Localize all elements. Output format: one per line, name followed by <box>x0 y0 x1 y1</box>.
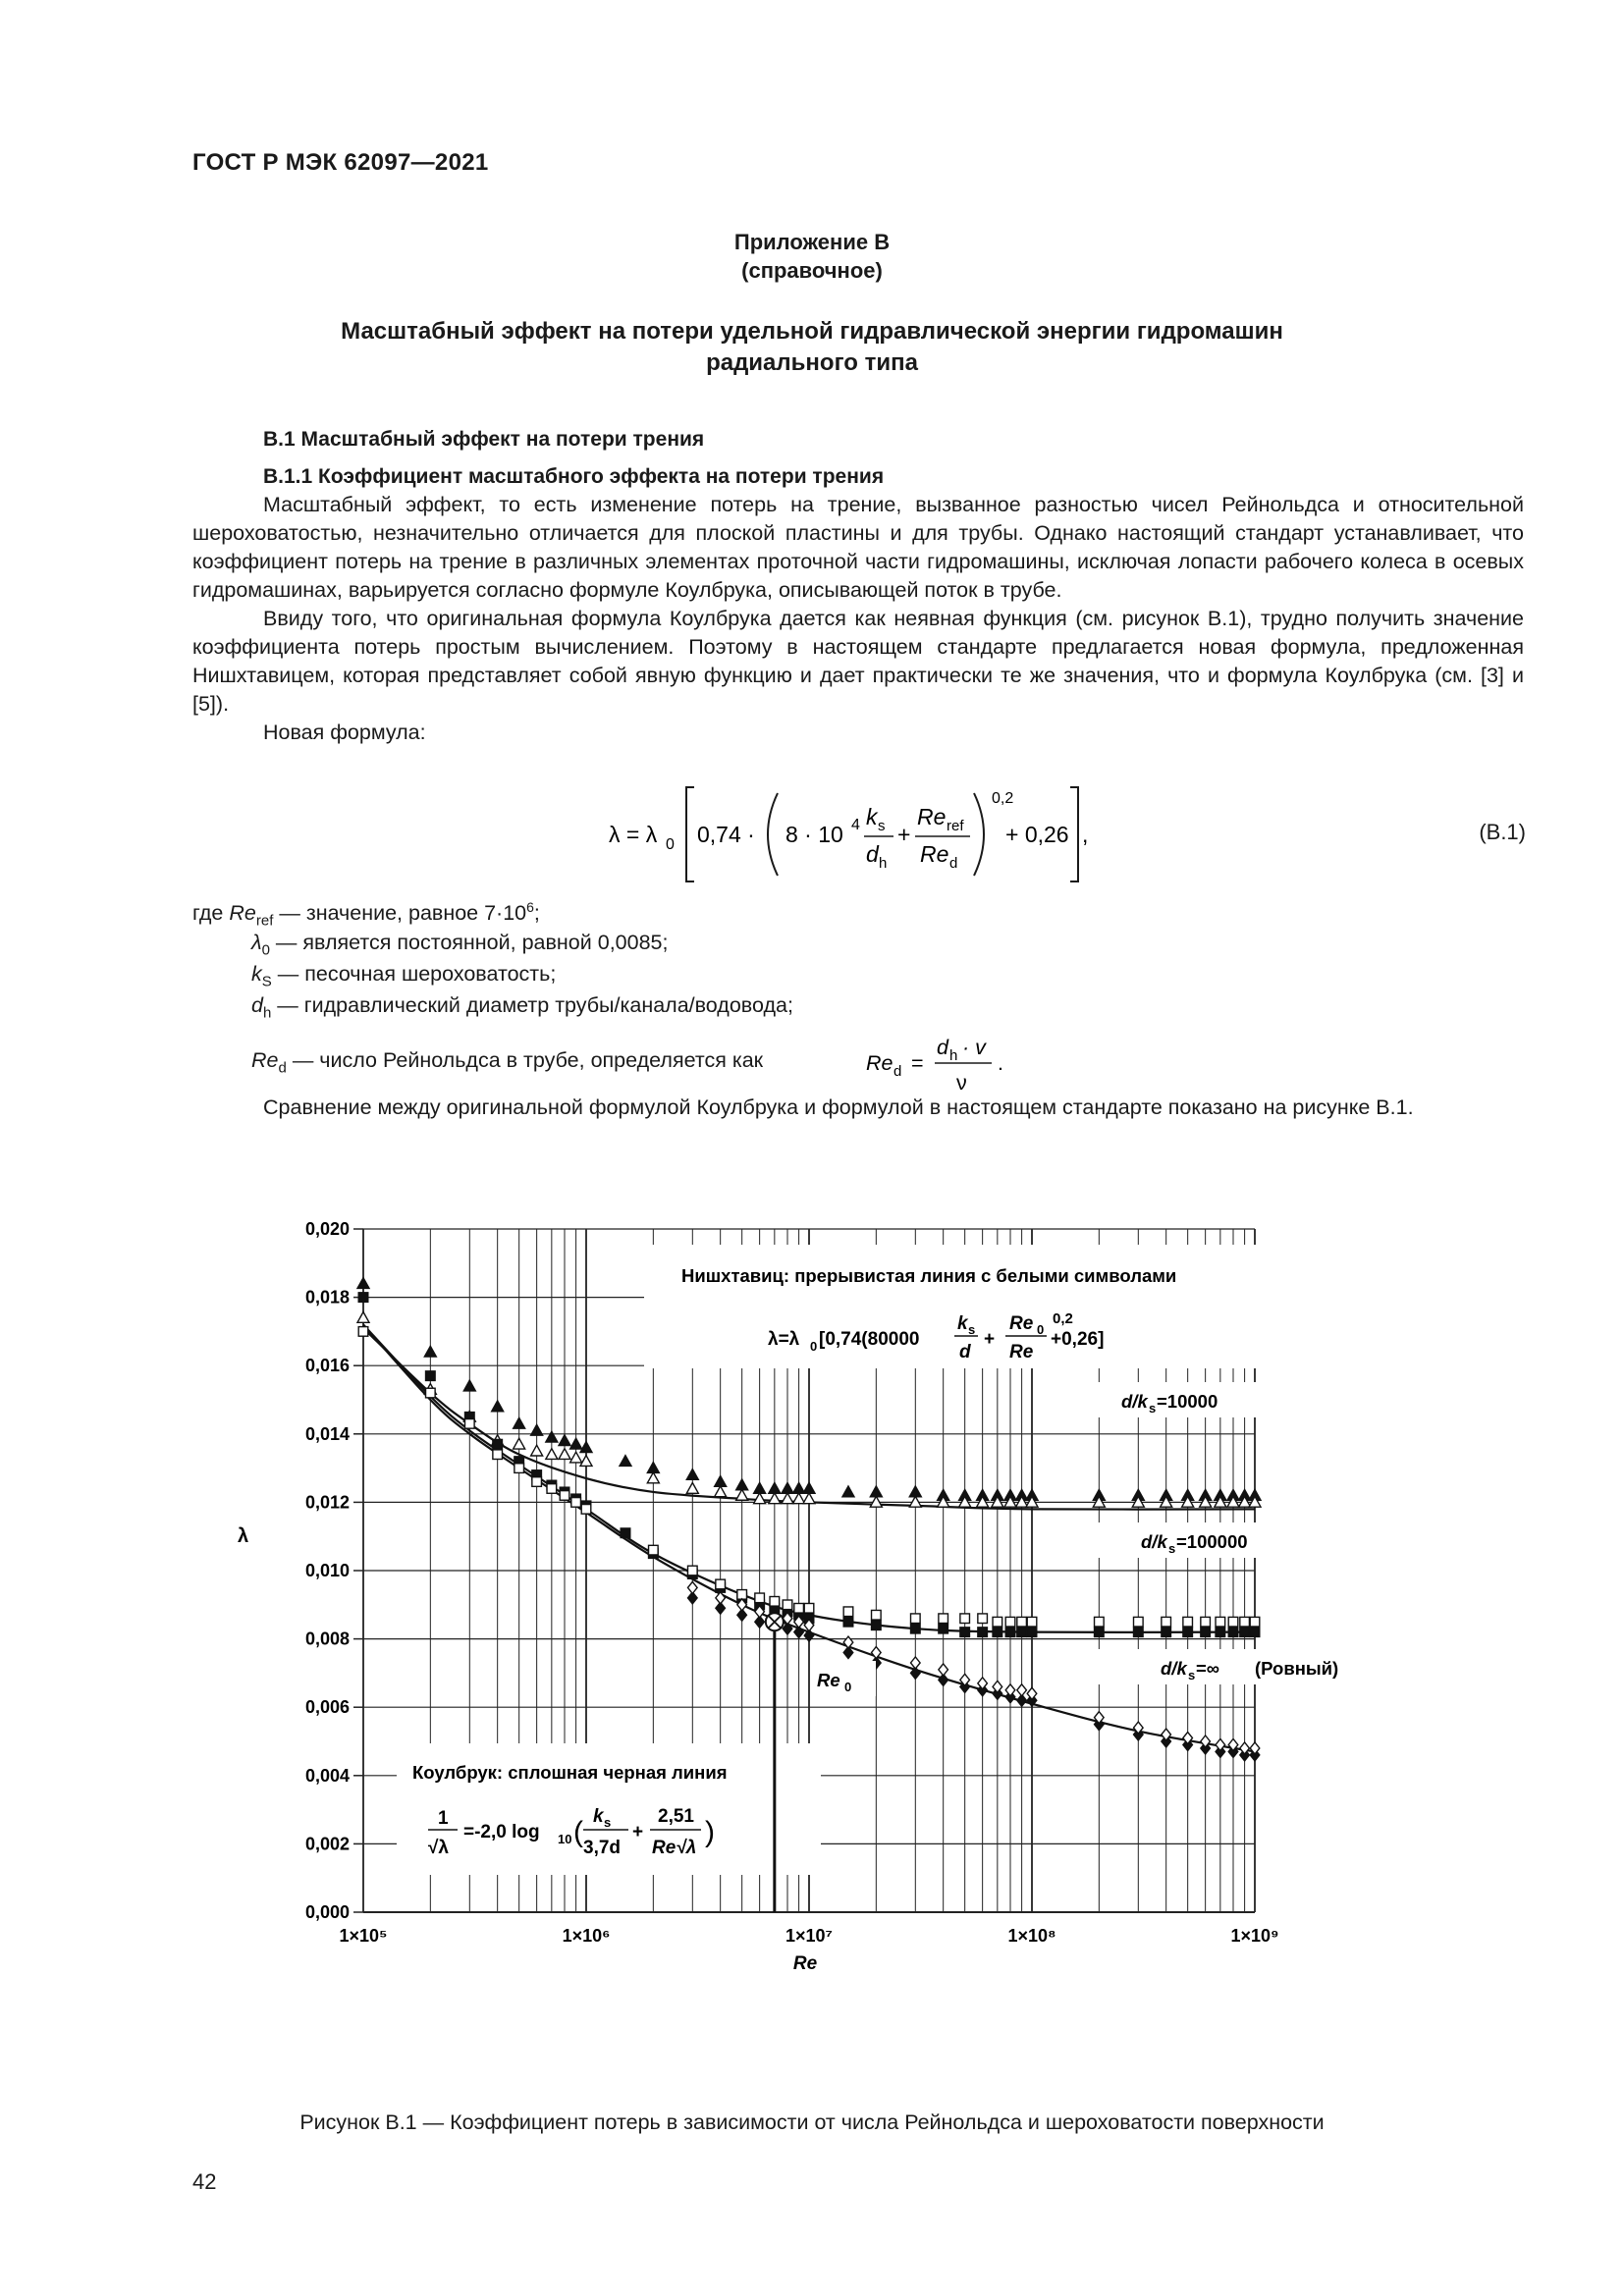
formula-number: (В.1) <box>1479 820 1526 844</box>
formula-plus: + <box>897 822 911 847</box>
data-point <box>1228 1617 1238 1627</box>
data-point <box>426 1388 436 1398</box>
y-tick-label: 0,014 <box>304 1423 350 1444</box>
where-text-3: — песочная шероховатость; <box>277 962 557 986</box>
re0-label-sub: 0 <box>844 1680 852 1694</box>
page-number: 42 <box>192 2169 217 2194</box>
nish-ks-sub: s <box>968 1322 976 1337</box>
formula-coef: 0,74 · <box>697 822 755 847</box>
data-point <box>514 1438 525 1449</box>
label-inf-val: =∞ <box>1196 1658 1219 1679</box>
where-sub-4: h <box>262 1004 272 1022</box>
data-point <box>1183 1617 1193 1627</box>
where-text-2: — является постоянной, равной 0,0085; <box>275 931 669 954</box>
data-point <box>1095 1617 1105 1627</box>
data-point <box>1134 1628 1144 1637</box>
nish-d: d <box>959 1342 971 1362</box>
data-point <box>1201 1628 1211 1637</box>
data-point <box>960 1614 970 1624</box>
y-tick-label: 0,020 <box>304 1219 350 1239</box>
data-point <box>647 1472 659 1483</box>
red-eq: = <box>911 1051 924 1075</box>
data-point <box>715 1486 727 1497</box>
x-axis-label: Re <box>792 1953 818 1974</box>
y-tick-label: 0,002 <box>304 1834 350 1854</box>
y-tick-label: 0,016 <box>304 1356 350 1376</box>
formula-lhs-sub: 0 <box>666 836 675 853</box>
data-point <box>716 1579 726 1589</box>
formula-comma: , <box>1082 822 1089 847</box>
cb-sqrt: √λ <box>428 1838 449 1858</box>
data-point <box>993 1628 1002 1637</box>
annex-title: Приложение В <box>733 230 891 254</box>
where-line-4 <box>251 993 793 1021</box>
nish-title: Нишхтавиц: прерывистая линия с белыми символами <box>681 1265 1177 1286</box>
where-sub-2: 0 <box>261 941 270 959</box>
red-num: d <box>937 1036 948 1059</box>
data-point <box>993 1617 1002 1627</box>
where-text-1: — значение, равное 7·10 <box>279 901 527 926</box>
data-point <box>463 1380 475 1391</box>
data-point <box>570 1438 582 1449</box>
data-point <box>843 1607 853 1617</box>
section-heading-b11: В.1.1 Коэффициент масштабного эффекта на потери трения <box>263 465 885 488</box>
nish-lambda: λ=λ <box>768 1329 800 1350</box>
data-point <box>1216 1617 1225 1627</box>
data-point <box>357 1278 369 1289</box>
data-point <box>1250 1617 1260 1627</box>
y-tick-label: 0,008 <box>304 1629 350 1649</box>
data-point <box>580 1442 592 1453</box>
cb-rparen: ) <box>705 1816 715 1848</box>
data-point <box>570 1452 582 1463</box>
y-axis-label: λ <box>238 1525 249 1548</box>
x-tick-label: 1×10⁷ <box>785 1926 833 1946</box>
x-tick-label: 1×10⁹ <box>1230 1926 1279 1946</box>
where-sym-1: Re <box>229 901 256 926</box>
data-point <box>793 1493 805 1504</box>
data-point <box>794 1603 804 1613</box>
data-point <box>426 1371 436 1381</box>
y-tick-label: 0,010 <box>304 1561 350 1580</box>
where-tail-1: ; <box>533 901 540 926</box>
nish-tail: +0,26] <box>1051 1329 1105 1350</box>
cb-mid: =-2,0 log <box>463 1822 540 1842</box>
data-point <box>1250 1628 1260 1637</box>
data-point <box>358 1293 368 1303</box>
y-tick-label: 0,004 <box>304 1765 350 1786</box>
body-text-block <box>192 491 1524 747</box>
data-point <box>649 1545 659 1555</box>
data-point <box>872 1621 882 1630</box>
left-paren <box>768 793 778 876</box>
data-point <box>686 1482 698 1493</box>
data-point <box>1005 1617 1015 1627</box>
formula-inner-exp: 4 <box>851 817 860 833</box>
red-lhs-sub: d <box>893 1063 902 1080</box>
data-point <box>493 1450 503 1460</box>
data-point <box>911 1614 921 1624</box>
comparison-text-block <box>192 1094 1524 1122</box>
data-point <box>547 1484 557 1494</box>
data-point <box>939 1614 948 1624</box>
label-inf-sub: s <box>1188 1668 1196 1682</box>
x-tick-label: 1×10⁵ <box>339 1926 388 1946</box>
friction-chart <box>216 1205 1453 1991</box>
red-den: ν <box>956 1071 967 1095</box>
data-point <box>492 1401 504 1412</box>
where-intro: где <box>192 901 224 926</box>
label-10000-val: =10000 <box>1157 1391 1218 1412</box>
where-text-5: — число Рейнольдса в трубе, определяется как <box>292 1048 764 1072</box>
red-end: . <box>998 1051 1003 1075</box>
cb-resqrt: Re√λ <box>652 1838 697 1858</box>
data-point <box>1134 1617 1144 1627</box>
y-tick-label: 0,006 <box>304 1697 350 1718</box>
label-10000-dk: d/k <box>1121 1391 1148 1412</box>
where-sym-5: Re <box>251 1048 279 1072</box>
where-sym-3: k <box>251 962 262 986</box>
red-num-sub: h <box>949 1047 958 1064</box>
cb-37d: 3,7d <box>583 1838 622 1858</box>
data-point <box>960 1628 970 1637</box>
data-point <box>1216 1628 1225 1637</box>
data-point <box>559 1435 570 1446</box>
data-point <box>1201 1617 1211 1627</box>
nish-ks: k <box>957 1313 968 1334</box>
nish-pow: 0,2 <box>1053 1310 1073 1327</box>
x-tick-label: 1×10⁶ <box>562 1926 611 1946</box>
data-point <box>803 1493 815 1504</box>
label-10000-sub: s <box>1149 1401 1157 1415</box>
data-point <box>686 1469 698 1480</box>
data-point <box>939 1624 948 1633</box>
red-num-tail: · v <box>962 1036 986 1059</box>
annex-heading-line1: Масштабный эффект на потери удельной гидравлической энергии гидромашин <box>341 318 1283 345</box>
nish-lambda-sub: 0 <box>810 1339 818 1354</box>
data-point <box>465 1419 475 1429</box>
re0-label: Re <box>817 1670 840 1690</box>
nish-plus: + <box>984 1329 996 1350</box>
data-point <box>514 1417 525 1428</box>
data-point <box>1027 1617 1037 1627</box>
data-point <box>843 1617 853 1627</box>
left-bracket <box>686 787 694 881</box>
nish-re0: Re <box>1009 1313 1034 1334</box>
data-point <box>1027 1628 1037 1637</box>
frac1-num: k <box>866 804 878 829</box>
data-point <box>1162 1617 1171 1627</box>
data-point <box>755 1593 765 1603</box>
data-point <box>531 1424 543 1435</box>
frac1-den: d <box>866 841 879 867</box>
data-point <box>357 1311 369 1322</box>
data-point <box>493 1439 503 1449</box>
data-point <box>620 1456 631 1467</box>
data-point <box>571 1498 581 1508</box>
label-smooth: (Ровный) <box>1255 1658 1339 1679</box>
data-point <box>581 1505 591 1515</box>
data-point <box>560 1491 569 1501</box>
data-point <box>559 1449 570 1460</box>
where-sup-1: 6 <box>526 899 534 915</box>
data-point <box>514 1464 524 1473</box>
paragraph-2: Ввиду того, что оригинальная формула Коулбрука дается как неявная функция (см. рисунок В.1), трудно получить значение коэффициента потерь простым вычислением. Поэтому в настоящем стандарте предлагается новая формула, предложенная Нишхтавицем, которая представляет собой явную функцию и дает практически те же значения, что и формула Коулбрука (см. [3] и [5]). <box>192 607 1524 716</box>
annex-heading-line2: радиального типа <box>706 349 918 376</box>
where-sym-2: λ <box>251 931 262 954</box>
paragraph-3: Новая формула: <box>263 721 426 744</box>
data-point <box>358 1327 368 1337</box>
data-point <box>532 1477 542 1487</box>
data-point <box>621 1528 630 1538</box>
data-point <box>1240 1617 1250 1627</box>
frac2-den-sub: d <box>949 855 958 872</box>
nish-coef: [0,74(80000 <box>819 1329 920 1350</box>
data-point <box>1017 1684 1027 1696</box>
where-line-1 <box>192 899 540 929</box>
where-line-5 <box>251 1048 763 1076</box>
data-point <box>1162 1628 1171 1637</box>
data-point <box>424 1346 436 1357</box>
frac2-num-sub: ref <box>947 818 964 834</box>
frac2-den: Re <box>920 841 949 867</box>
right-paren <box>974 793 984 876</box>
cb-ks: k <box>593 1806 604 1827</box>
data-point <box>782 1493 793 1504</box>
colebrook-title: Коулбрук: сплошная черная линия <box>412 1762 728 1783</box>
data-point <box>1005 1628 1015 1637</box>
data-point <box>736 1489 748 1500</box>
paragraph-4: Сравнение между оригинальной формулой Коулбрука и формулой в настоящем стандарте показано на рисунке В.1. <box>263 1095 1414 1119</box>
nish-re0-sub: 0 <box>1037 1322 1045 1337</box>
label-100000-dk: d/k <box>1141 1531 1167 1552</box>
where-sub-5: d <box>278 1059 287 1077</box>
where-line-3 <box>251 962 556 989</box>
data-point <box>546 1449 558 1460</box>
data-point <box>783 1600 792 1610</box>
y-tick-label: 0,018 <box>304 1287 350 1308</box>
formula-inner-coef: 8 · 10 <box>785 822 843 847</box>
formula-tail: + 0,26 <box>1005 822 1069 847</box>
document-header: ГОСТ Р МЭК 62097—2021 <box>192 149 489 176</box>
cb-one: 1 <box>438 1808 449 1829</box>
where-line-2 <box>251 931 668 958</box>
formula-b1 <box>550 775 1100 891</box>
formula-lhs: λ = λ <box>609 822 658 847</box>
data-point <box>939 1664 948 1676</box>
cb-plus: + <box>632 1822 644 1842</box>
cb-ks-sub: s <box>604 1815 612 1830</box>
data-point <box>716 1592 726 1604</box>
frac1-num-sub: s <box>878 818 886 834</box>
data-point <box>688 1581 698 1593</box>
y-tick-label: 0,012 <box>304 1492 350 1513</box>
label-100000-val: =100000 <box>1176 1531 1248 1552</box>
data-point <box>911 1624 921 1633</box>
data-point <box>1017 1617 1027 1627</box>
data-point <box>531 1445 543 1456</box>
where-text-4: — гидравлический диаметр трубы/канала/водовода; <box>277 993 793 1017</box>
frac2-num: Re <box>917 804 947 829</box>
nish-re: Re <box>1009 1342 1034 1362</box>
data-point <box>769 1493 781 1504</box>
formula-power: 0,2 <box>992 790 1014 807</box>
right-bracket <box>1070 787 1078 881</box>
where-sub-3: S <box>261 973 272 990</box>
data-point <box>1240 1628 1250 1637</box>
where-sub-1: ref <box>255 912 274 930</box>
data-point <box>1017 1628 1027 1637</box>
label-inf-dk: d/k <box>1161 1658 1187 1679</box>
where-sym-4: d <box>251 993 263 1017</box>
data-point <box>580 1456 592 1467</box>
data-point <box>978 1614 988 1624</box>
y-tick-label: 0,000 <box>304 1902 350 1922</box>
data-point <box>1183 1628 1193 1637</box>
data-point <box>842 1486 854 1497</box>
data-point <box>978 1628 988 1637</box>
frac1-den-sub: h <box>879 855 888 872</box>
paragraph-1: Масштабный эффект, то есть изменение потерь на трение, вызванное разностью чисел Рейнольдса и относительной шероховатостью, незначительно отличается для плоской пластины и для трубы. Однако настоящий стандарт устанавливает, что коэффициент потерь на трение в различных элементах проточной части гидромашины, исключая лопасти рабочего колеса в осевых гидромашинах, варьируется согласно формуле Коулбрука, описывающей поток в трубе. <box>192 493 1524 602</box>
data-point <box>804 1603 814 1613</box>
red-lhs: Re <box>866 1051 893 1075</box>
cb-mid-sub: 10 <box>558 1832 572 1846</box>
reynolds-formula <box>864 1029 1031 1103</box>
annex-subtitle: (справочное) <box>741 258 883 283</box>
label-100000-sub: s <box>1168 1541 1176 1556</box>
data-point <box>770 1597 780 1607</box>
cb-lparen: ( <box>573 1816 583 1848</box>
cb-251: 2,51 <box>658 1806 694 1827</box>
data-point <box>688 1566 698 1575</box>
data-point <box>1228 1628 1238 1637</box>
data-point <box>872 1610 882 1620</box>
x-tick-label: 1×10⁸ <box>1007 1926 1056 1946</box>
data-point <box>1095 1628 1105 1637</box>
data-point <box>546 1431 558 1442</box>
data-point <box>911 1657 921 1669</box>
section-heading-b1: В.1 Масштабный эффект на потери трения <box>263 428 705 451</box>
data-point <box>754 1493 766 1504</box>
figure-caption: Рисунок В.1 — Коэффициент потерь в зависимости от числа Рейнольдса и шероховатости поверхности <box>299 2110 1325 2134</box>
